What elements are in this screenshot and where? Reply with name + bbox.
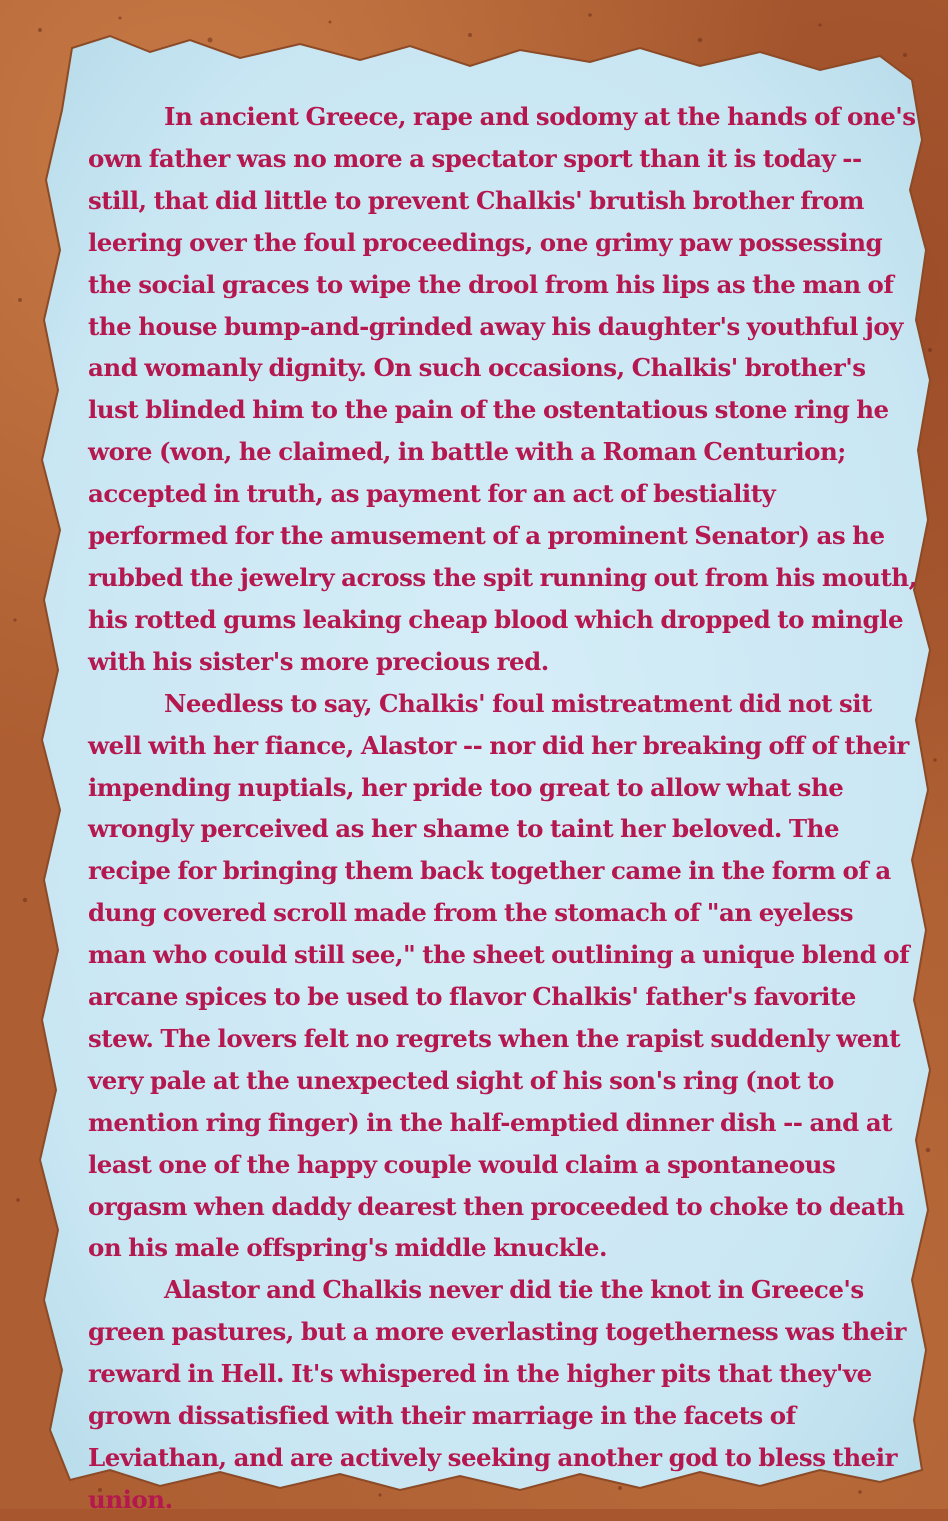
paragraph-2: Needless to say, Chalkis' foul mistreatment did not sit well with her fiance, Alastor -- nor did her breaking off of their impending nuptials, her pride too great to allow what she wrongly perceived as her shame to taint her beloved. The recipe for bringing them back together came in the form of a dung covered scroll made from the stomach of "an eyeless man who could still see," the sheet outlining a unique blend of arcane spices to be used to flavor Chalkis' father's favorite stew. The lovers felt no regrets when the rapist suddenly went very pale at the unexpected sight of his son's ring (not to mention ring finger) in the half-emptied dinner dish -- and at least one of the happy couple would claim a spontaneous orgasm when daddy dearest then proceeded to choke to death on his male offspring's middle knuckle. xyxy=(88,688,910,1263)
paragraph-1: In ancient Greece, rape and sodomy at the hands of one's own father was no more a spectator sport than it is today -- still, that did little to prevent Chalkis' brutish brother from leering over the foul proceedings, one grimy paw possessing the social graces to wipe the drool from his lips as the man of the house bump-and-grinded away his daughter's youthful joy and womanly dignity. On such occasions, Chalkis' brother's lust blinded him to the pain of the ostentatious stone ring he wore (won, he claimed, in battle with a Roman Centurion; accepted in truth, as payment for an act of bestiality performed for the amusement of a prominent Senator) as he rubbed the jewelry across the spit running out from his mouth, his rotted gums leaking cheap blood which dropped to mingle with his sister's more precious red. xyxy=(88,102,917,676)
story-text xyxy=(88,96,918,1514)
paragraph-3: Alastor and Chalkis never did tie the knot in Greece's green pastures, but a more everlasting togetherness was their reward in Hell. It's whispered in the higher pits that they've grown dissatisfied with their marriage in the facets of Leviathan, and are actively seeking another god to bless their union. xyxy=(88,1275,906,1514)
